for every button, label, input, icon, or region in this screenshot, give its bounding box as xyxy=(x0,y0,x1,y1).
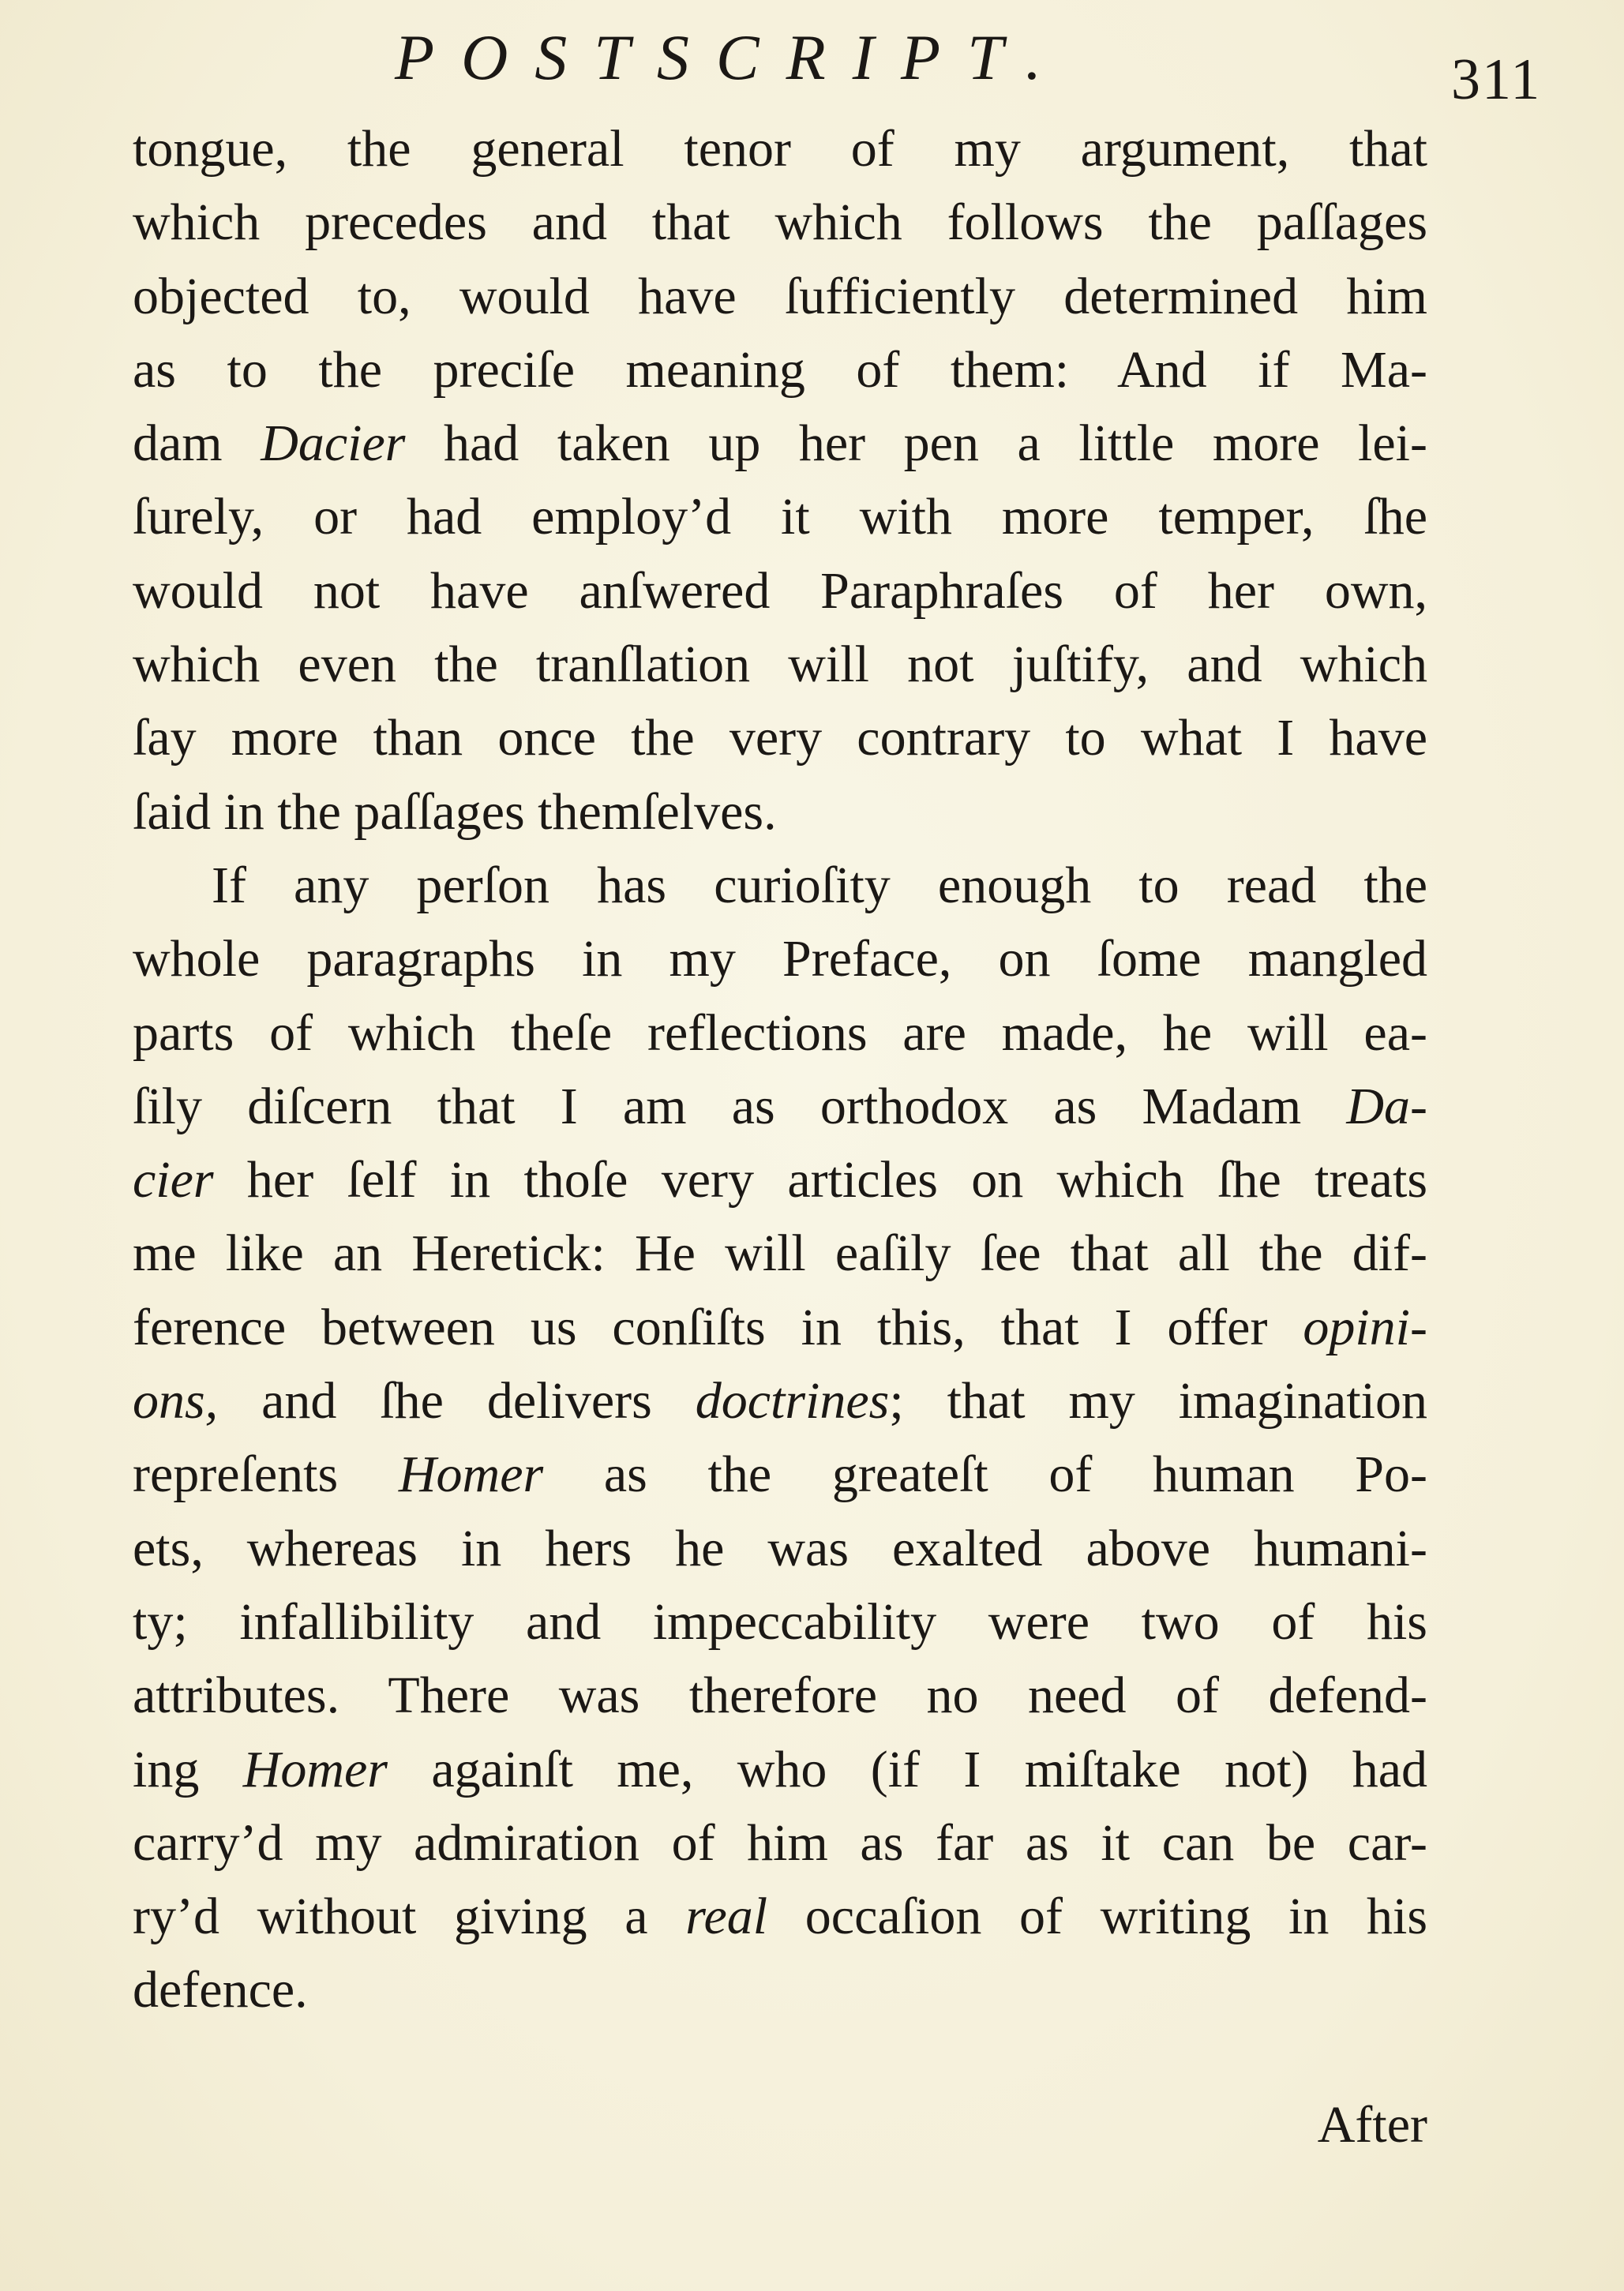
text-line xyxy=(133,1217,1427,1290)
text-run: attributes. There was therefore no need of defend- xyxy=(133,1667,1427,1725)
page-number: 311 xyxy=(1451,47,1542,112)
italic-text: real xyxy=(685,1888,768,1946)
text-run: ſurely, or had employ’d it with more temper, ſhe xyxy=(133,488,1427,546)
text-run: againſt me, who (if I miſtake not) had xyxy=(388,1740,1427,1798)
text-line xyxy=(133,1953,1427,2027)
text-run: ry’d without giving a xyxy=(133,1888,686,1946)
text-line xyxy=(133,1659,1427,1732)
text-line xyxy=(133,480,1427,553)
italic-text: doctrines xyxy=(695,1372,890,1430)
text-run: ; that my imagination xyxy=(889,1372,1427,1430)
italic-text: ons, xyxy=(133,1372,219,1430)
text-line xyxy=(133,775,1427,849)
text-run: defence. xyxy=(133,1961,308,2019)
text-line xyxy=(133,1364,1427,1438)
text-line xyxy=(133,849,1427,922)
text-run: parts of which theſe reflections are made, he will ea- xyxy=(133,1003,1427,1062)
italic-text: Da- xyxy=(1346,1077,1427,1135)
text-run: as the greateſt of human Po- xyxy=(543,1445,1427,1504)
text-line xyxy=(133,1733,1427,1806)
text-run: If any perſon has curioſity enough to read the xyxy=(212,856,1427,914)
text-line xyxy=(133,112,1427,186)
text-run: which precedes and that which follows the paſſages xyxy=(133,193,1427,252)
text-run: had taken up her pen a little more lei- xyxy=(405,414,1427,473)
text-run: ets, whereas in hers he was exalted above humani- xyxy=(133,1519,1427,1577)
italic-text: cier xyxy=(133,1151,214,1209)
text-run: carry’d my admiration of him as far as it can be car- xyxy=(133,1813,1427,1872)
text-run: objected to, would have ſufficiently determined him xyxy=(133,267,1427,325)
text-line xyxy=(133,407,1427,480)
text-line xyxy=(133,1880,1427,1953)
text-run: ſay more than once the very contrary to what I have xyxy=(133,709,1427,767)
text-run: ſaid in the paſſages themſelves. xyxy=(133,782,777,841)
text-line xyxy=(133,554,1427,628)
text-line xyxy=(133,996,1427,1070)
text-run: tongue, the general tenor of my argument, that xyxy=(133,120,1427,178)
text-line xyxy=(133,260,1427,333)
body-text xyxy=(133,112,1427,2027)
text-line xyxy=(133,922,1427,996)
text-run: dam xyxy=(133,414,261,473)
text-line xyxy=(133,1806,1427,1880)
text-run: ference between us conſiſts in this, that I offer xyxy=(133,1298,1303,1356)
text-line xyxy=(133,701,1427,774)
text-line xyxy=(133,1070,1427,1143)
text-run: ing xyxy=(133,1740,243,1798)
text-run: occaſion of writing in his xyxy=(767,1888,1428,1946)
italic-text: Homer xyxy=(398,1445,544,1504)
text-line xyxy=(133,186,1427,259)
text-line xyxy=(133,1512,1427,1585)
text-run: ty; infallibility and impeccability were two of his xyxy=(133,1592,1427,1651)
text-run: would not have anſwered Paraphraſes of her own, xyxy=(133,561,1427,620)
text-run: whole paragraphs in my Preface, on ſome mangled xyxy=(133,930,1427,988)
italic-text: Homer xyxy=(242,1740,388,1798)
text-run: her ſelf in thoſe very articles on which ſhe treats xyxy=(213,1151,1427,1209)
text-line xyxy=(133,1143,1427,1217)
text-run: ſily diſcern that I am as orthodox as Madam xyxy=(133,1077,1347,1135)
italic-text: opini- xyxy=(1303,1298,1427,1356)
text-run: me like an Heretick: He will eaſily ſee that all the dif- xyxy=(133,1224,1427,1283)
text-run: and ſhe delivers xyxy=(218,1372,696,1430)
running-head: POSTSCRIPT. xyxy=(395,21,1069,93)
text-line xyxy=(133,333,1427,407)
text-run: repreſents xyxy=(133,1445,399,1504)
text-line xyxy=(133,1438,1427,1511)
catchword: After xyxy=(1317,2096,1427,2154)
italic-text: Dacier xyxy=(261,414,406,473)
text-line xyxy=(133,1585,1427,1659)
page-header xyxy=(0,14,1624,112)
text-run: which even the tranſlation will not juſtify, and which xyxy=(133,636,1427,694)
text-line xyxy=(133,628,1427,701)
text-line xyxy=(133,1291,1427,1364)
text-run: as to the preciſe meaning of them: And if Ma- xyxy=(133,340,1427,399)
